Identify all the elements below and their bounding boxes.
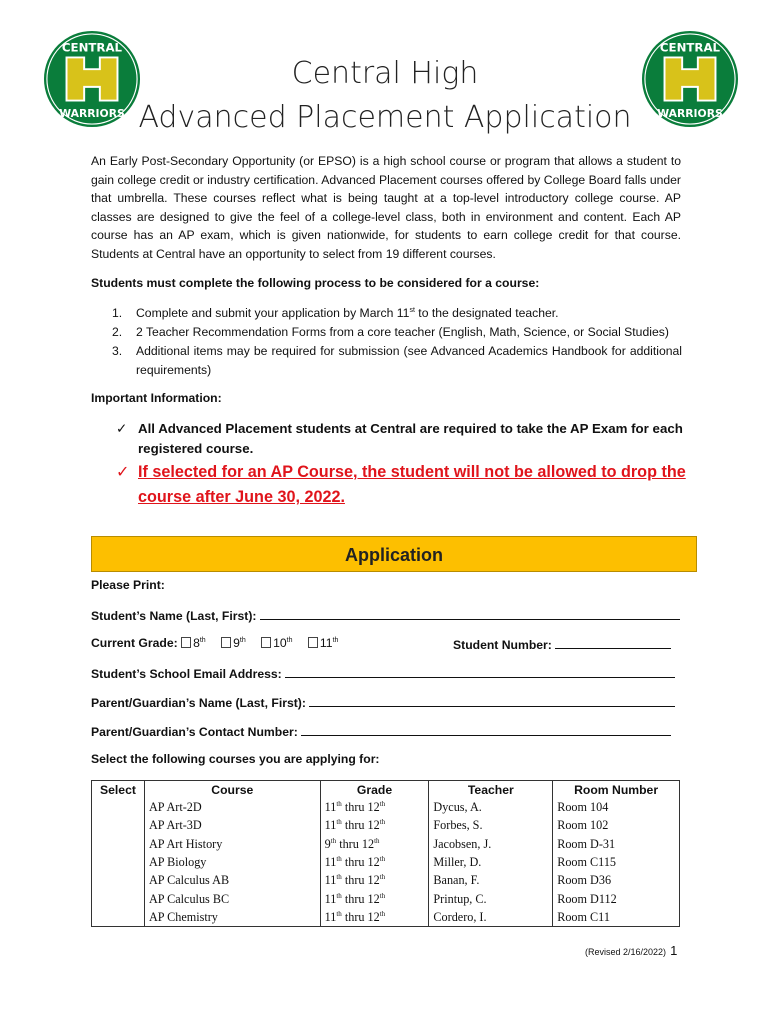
process-heading: Students must complete the following process to be considered for a course: bbox=[91, 276, 540, 290]
table-row bbox=[92, 816, 680, 834]
select-cell[interactable] bbox=[92, 889, 145, 907]
step-text: Complete and submit your application by March 11st to the designated teacher. bbox=[136, 306, 559, 320]
current-grade-label: Current Grade: bbox=[91, 636, 178, 650]
teacher-cell: Banan, F. bbox=[429, 871, 553, 889]
teacher-cell: Printup, C. bbox=[429, 889, 553, 907]
course-cell: AP Art History bbox=[144, 835, 320, 853]
title-line-1: Central High bbox=[291, 56, 479, 91]
table-row bbox=[92, 798, 680, 816]
step-number: 3. bbox=[112, 344, 123, 358]
grade-cell: 11th thru 12th bbox=[320, 798, 429, 816]
intro-paragraph: An Early Post-Secondary Opportunity (or EPSO) is a high school course or program that allows a student to gain college credit or industry certification. Advanced Placement courses offered by College Board falls under that umbrella. These courses reflect what is being taught at a top-level introductory college course. AP classes are designed to give the feel of a college-level class, both in environment and content. Each AP course has an AP exam, which is given nationwide, for students to earn college credit for that course. Students at Central have an opportunity to select from 19 different courses. bbox=[91, 154, 681, 261]
process-steps-list bbox=[112, 304, 682, 380]
step-number: 1. bbox=[112, 306, 123, 320]
header-course: Course bbox=[144, 781, 320, 799]
grade-cell: 11th thru 12th bbox=[320, 853, 429, 871]
select-cell[interactable] bbox=[92, 908, 145, 927]
parent-contact-label: Parent/Guardian’s Contact Number: bbox=[91, 725, 298, 739]
room-cell: Room 102 bbox=[553, 816, 680, 834]
course-cell: AP Chemistry bbox=[144, 908, 320, 927]
page-title bbox=[0, 52, 770, 140]
teacher-cell: Dycus, A. bbox=[429, 798, 553, 816]
checkbox[interactable] bbox=[181, 637, 191, 648]
teacher-cell: Miller, D. bbox=[429, 853, 553, 871]
table-row bbox=[92, 871, 680, 889]
course-cell: AP Calculus BC bbox=[144, 889, 320, 907]
header-select: Select bbox=[92, 781, 145, 799]
header-teacher: Teacher bbox=[429, 781, 553, 799]
logo-bottom-text: WARRIORS bbox=[657, 107, 723, 121]
course-cell: AP Art-2D bbox=[144, 798, 320, 816]
parent-contact-field[interactable] bbox=[91, 723, 671, 739]
room-cell: Room D36 bbox=[553, 871, 680, 889]
parent-name-input-line[interactable] bbox=[309, 694, 675, 707]
warning-text: If selected for an AP Course, the student will not be allowed to drop the course after June 30, 2022. bbox=[138, 463, 686, 506]
course-cell: AP Calculus AB bbox=[144, 871, 320, 889]
table-row bbox=[92, 889, 680, 907]
checkmark-icon: ✓ bbox=[116, 421, 128, 436]
important-heading: Important Information: bbox=[91, 391, 222, 405]
grade-cell: 11th thru 12th bbox=[320, 871, 429, 889]
student-name-label: Student’s Name (Last, First): bbox=[91, 609, 257, 623]
grade-option-9[interactable]: 9th bbox=[221, 636, 246, 650]
student-number-input-line[interactable] bbox=[555, 636, 671, 649]
checkbox[interactable] bbox=[308, 637, 318, 648]
step-text: 2 Teacher Recommendation Forms from a core teacher (English, Math, Science, or Social Studies) bbox=[136, 325, 669, 339]
student-number-label: Student Number: bbox=[453, 638, 552, 652]
teacher-cell: Forbes, S. bbox=[429, 816, 553, 834]
room-cell: Room D-31 bbox=[553, 835, 680, 853]
student-name-input-line[interactable] bbox=[260, 607, 680, 620]
grade-option-10[interactable]: 10th bbox=[261, 636, 292, 650]
list-item bbox=[112, 323, 682, 342]
grade-cell: 9th thru 12th bbox=[320, 835, 429, 853]
grade-cell: 11th thru 12th bbox=[320, 908, 429, 927]
warning-check-item bbox=[116, 460, 686, 510]
revised-date: (Revised 2/16/2022) bbox=[585, 947, 667, 957]
checkbox[interactable] bbox=[221, 637, 231, 648]
table-header-row bbox=[92, 781, 680, 799]
student-number-field[interactable] bbox=[453, 636, 671, 652]
email-input-line[interactable] bbox=[285, 665, 675, 678]
room-cell: Room C115 bbox=[553, 853, 680, 871]
select-cell[interactable] bbox=[92, 816, 145, 834]
header-grade: Grade bbox=[320, 781, 429, 799]
grade-cell: 11th thru 12th bbox=[320, 889, 429, 907]
select-cell[interactable] bbox=[92, 798, 145, 816]
student-name-field[interactable] bbox=[91, 607, 680, 623]
select-cell[interactable] bbox=[92, 871, 145, 889]
please-print-label: Please Print: bbox=[91, 578, 165, 592]
grade-option-8[interactable]: 8th bbox=[181, 636, 206, 650]
list-item bbox=[112, 304, 682, 323]
course-cell: AP Art-3D bbox=[144, 816, 320, 834]
page-footer bbox=[585, 943, 677, 958]
email-label: Student’s School Email Address: bbox=[91, 667, 282, 681]
page-number: 1 bbox=[670, 943, 678, 958]
step-text: Additional items may be required for submission (see Advanced Academics Handbook for additional requirements) bbox=[136, 344, 682, 377]
select-courses-heading: Select the following courses you are applying for: bbox=[91, 752, 380, 766]
room-cell: Room 104 bbox=[553, 798, 680, 816]
application-banner: Application bbox=[91, 536, 697, 572]
info-text: All Advanced Placement students at Central are required to take the AP Exam for each registered course. bbox=[138, 421, 683, 456]
grade-cell: 11th thru 12th bbox=[320, 816, 429, 834]
logo-top-text: CENTRAL bbox=[659, 40, 721, 55]
select-cell[interactable] bbox=[92, 835, 145, 853]
table-row bbox=[92, 853, 680, 871]
table-row bbox=[92, 908, 680, 927]
grade-option-11[interactable]: 11th bbox=[308, 636, 339, 650]
parent-name-field[interactable] bbox=[91, 694, 675, 710]
logo-bottom-text: WARRIORS bbox=[59, 107, 125, 121]
room-cell: Room D112 bbox=[553, 889, 680, 907]
teacher-cell: Cordero, I. bbox=[429, 908, 553, 927]
header-room: Room Number bbox=[553, 781, 680, 799]
info-check-item bbox=[116, 419, 686, 459]
parent-contact-input-line[interactable] bbox=[301, 723, 671, 736]
table-row bbox=[92, 835, 680, 853]
room-cell: Room C11 bbox=[553, 908, 680, 927]
list-item bbox=[112, 342, 682, 380]
course-cell: AP Biology bbox=[144, 853, 320, 871]
courses-table bbox=[91, 780, 680, 927]
step-number: 2. bbox=[112, 325, 123, 339]
logo-top-text: CENTRAL bbox=[61, 40, 123, 55]
select-cell[interactable] bbox=[92, 853, 145, 871]
checkbox[interactable] bbox=[261, 637, 271, 648]
checkmark-icon: ✓ bbox=[116, 463, 130, 481]
current-grade-field bbox=[91, 636, 350, 650]
email-field[interactable] bbox=[91, 665, 675, 681]
title-line-2: Advanced Placement Application bbox=[138, 100, 632, 135]
teacher-cell: Jacobsen, J. bbox=[429, 835, 553, 853]
parent-name-label: Parent/Guardian’s Name (Last, First): bbox=[91, 696, 306, 710]
